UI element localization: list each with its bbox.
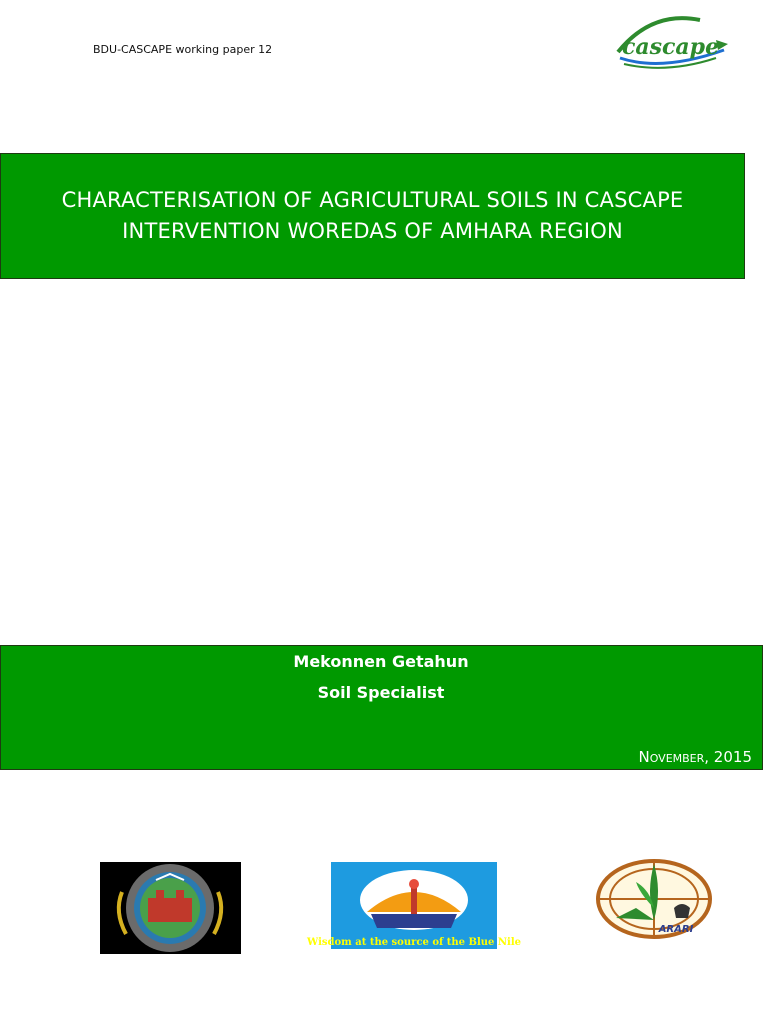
arari-logo — [596, 858, 712, 940]
author-role: Soil Specialist — [317, 683, 445, 702]
bdu-logo — [307, 862, 521, 949]
author-name: Mekonnen Getahun — [293, 652, 469, 671]
bdu-motto: Wisdom at the source of the Blue Nile — [307, 937, 521, 948]
cascape-logo — [612, 12, 730, 72]
working-paper-label: BDU-CASCAPE working paper 12 — [93, 43, 273, 56]
arari-text: ARARI — [658, 924, 694, 935]
title-line-1: CHARACTERISATION OF AGRICULTURAL SOILS IN CASCAPE — [61, 188, 684, 212]
cascape-logo-text: cascape — [622, 34, 720, 60]
title-banner — [0, 153, 745, 279]
title-line-2: INTERVENTION WOREDAS OF AMHARA REGION — [122, 219, 623, 243]
author-banner — [0, 645, 763, 770]
publication-date: November, 2015 — [638, 748, 752, 766]
ari-seal-logo — [100, 862, 241, 954]
